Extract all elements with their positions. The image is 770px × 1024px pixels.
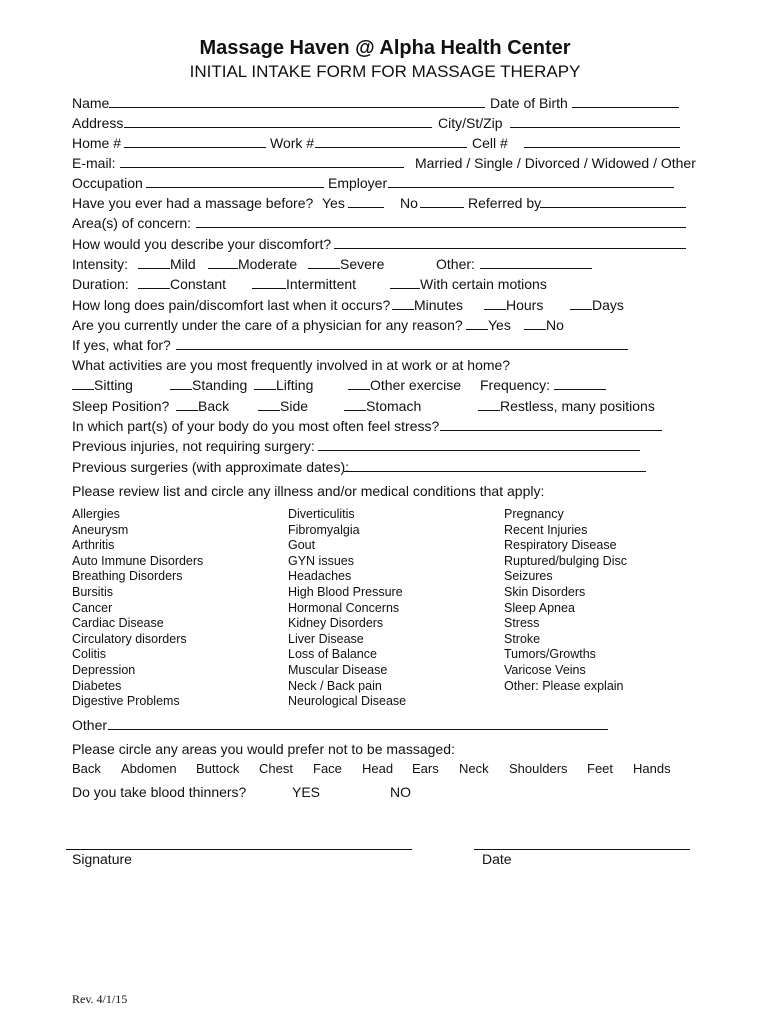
city-label: City/St/Zip	[438, 115, 503, 131]
body-area-back[interactable]: Back	[72, 761, 101, 776]
areas-concern-label: Area(s) of concern:	[72, 215, 192, 231]
condition-item[interactable]: Cardiac Disease	[72, 616, 164, 631]
minutes-field[interactable]	[392, 297, 414, 310]
intensity-other-label: Other:	[436, 256, 475, 272]
condition-item[interactable]: Loss of Balance	[288, 647, 377, 662]
body-area-ears[interactable]: Ears	[412, 761, 439, 776]
employer-label: Employer	[328, 175, 388, 191]
other-exercise-field[interactable]	[348, 377, 370, 390]
sleep-restless-field[interactable]	[478, 398, 500, 411]
moderate-label: Moderate	[238, 256, 298, 272]
condition-item[interactable]: Fibromyalgia	[288, 522, 360, 537]
sleep-restless-label: Restless, many positions	[500, 398, 655, 414]
condition-item[interactable]: Stroke	[504, 631, 541, 646]
describe-label: How would you describe your discomfort?	[72, 236, 332, 252]
physician-no-field[interactable]	[524, 317, 546, 330]
date-label: Date	[482, 851, 512, 867]
physician-no-label: No	[546, 317, 564, 333]
frequency-field[interactable]	[554, 377, 606, 390]
blood-thinners-label: Do you take blood thinners?	[72, 784, 247, 800]
condition-item[interactable]: Tumors/Growths	[504, 647, 596, 662]
other-conditions-label: Other	[72, 717, 108, 733]
address-label: Address	[72, 115, 124, 131]
work-phone-label: Work #	[270, 135, 315, 151]
home-phone-label: Home #	[72, 135, 122, 151]
sleep-side-label: Side	[280, 398, 309, 414]
cell-phone-label: Cell #	[472, 135, 508, 151]
conditions-column-3	[504, 507, 627, 694]
condition-item[interactable]: Recent Injuries	[504, 522, 588, 537]
condition-item[interactable]: Diverticulitis	[288, 507, 355, 521]
condition-item[interactable]: Hormonal Concerns	[288, 600, 400, 615]
name-field[interactable]	[109, 95, 485, 108]
standing-label: Standing	[192, 377, 248, 393]
email-label: E-mail:	[72, 155, 116, 171]
address-field[interactable]	[124, 115, 432, 128]
occupation-label: Occupation	[72, 175, 143, 191]
body-area-abdomen[interactable]: Abdomen	[121, 761, 177, 776]
condition-item[interactable]: Sleep Apnea	[504, 600, 575, 615]
condition-item[interactable]: Auto Immune Disorders	[72, 553, 204, 568]
massage-no-field[interactable]	[420, 195, 464, 208]
conditions-column-2	[288, 507, 406, 710]
describe-field[interactable]	[334, 236, 686, 249]
city-field[interactable]	[510, 115, 680, 128]
condition-item[interactable]: Colitis	[72, 647, 107, 662]
duration-label: Duration:	[72, 276, 129, 292]
signature-line[interactable]	[66, 849, 412, 850]
days-field[interactable]	[570, 297, 592, 310]
condition-item[interactable]: Neck / Back pain	[288, 678, 382, 693]
sleep-back-label: Back	[198, 398, 230, 414]
stress-label: In which part(s) of your body do you most often feel stress?	[72, 418, 440, 434]
body-area-chest[interactable]: Chest	[259, 761, 293, 776]
body-area-head[interactable]: Head	[362, 761, 394, 776]
condition-item[interactable]: Neurological Disease	[288, 694, 407, 709]
conditions-prompt: Please review list and circle any illness and/or medical conditions that apply:	[72, 483, 545, 499]
dob-field[interactable]	[572, 95, 679, 108]
intermittent-field[interactable]	[252, 276, 286, 289]
condition-item[interactable]: Ruptured/bulging Disc	[504, 553, 627, 568]
sleep-label: Sleep Position?	[72, 398, 170, 414]
areas-concern-field[interactable]	[196, 215, 686, 228]
if-yes-field[interactable]	[176, 337, 628, 350]
body-area-neck[interactable]: Neck	[459, 761, 489, 776]
blood-thinners-yes[interactable]: YES	[292, 784, 321, 800]
condition-item[interactable]: High Blood Pressure	[288, 584, 403, 599]
intensity-label: Intensity:	[72, 256, 129, 272]
activities-label: What activities are you most frequently involved in at work or at home?	[72, 357, 511, 373]
dob-label: Date of Birth	[490, 95, 568, 111]
other-exercise-label: Other exercise	[370, 377, 462, 393]
body-area-face[interactable]: Face	[313, 761, 342, 776]
days-label: Days	[592, 297, 624, 313]
massage-before-label: Have you ever had a massage before?	[72, 195, 314, 211]
condition-item[interactable]: GYN issues	[288, 553, 354, 568]
surgeries-label: Previous surgeries (with approximate dates):	[72, 459, 350, 475]
if-yes-label: If yes, what for?	[72, 337, 171, 353]
row-blood-thinners	[72, 784, 411, 848]
massage-yes-label: Yes	[322, 195, 345, 211]
signature-label: Signature	[72, 851, 132, 867]
intensity-other-field[interactable]	[480, 256, 592, 269]
condition-item[interactable]: Aneurysm	[72, 522, 129, 537]
sitting-label: Sitting	[94, 377, 133, 393]
injuries-label: Previous injuries, not requiring surgery:	[72, 438, 315, 454]
physician-label: Are you currently under the care of a physician for any reason?	[72, 317, 463, 333]
injuries-field[interactable]	[318, 438, 640, 451]
conditions-column-1	[72, 507, 203, 710]
sleep-back-field[interactable]	[176, 398, 198, 411]
intermittent-label: Intermittent	[286, 276, 357, 292]
referred-label: Referred by	[468, 195, 542, 211]
how-long-label: How long does pain/discomfort last when it occurs?	[72, 297, 391, 313]
body-area-feet[interactable]: Feet	[587, 761, 614, 776]
name-label: Name	[72, 95, 110, 111]
severe-label: Severe	[340, 256, 385, 272]
condition-item[interactable]: Diabetes	[72, 678, 122, 693]
work-phone-field[interactable]	[315, 135, 467, 148]
massage-yes-field[interactable]	[348, 195, 384, 208]
condition-item[interactable]: Muscular Disease	[288, 662, 388, 677]
email-field[interactable]	[120, 155, 404, 168]
body-area-hands[interactable]: Hands	[633, 761, 671, 776]
surgeries-field[interactable]	[344, 459, 646, 472]
date-line[interactable]	[474, 849, 690, 850]
condition-item[interactable]: Respiratory Disease	[504, 538, 617, 553]
constant-field[interactable]	[138, 276, 170, 289]
severe-field[interactable]	[308, 256, 340, 269]
occupation-field[interactable]	[146, 175, 324, 188]
mild-label: Mild	[170, 256, 196, 272]
condition-item[interactable]: Breathing Disorders	[72, 569, 183, 584]
condition-item[interactable]: Liver Disease	[288, 631, 364, 646]
condition-item[interactable]: Seizures	[504, 569, 553, 584]
sitting-field[interactable]	[72, 377, 94, 390]
constant-label: Constant	[170, 276, 227, 292]
condition-item[interactable]: Pregnancy	[504, 507, 564, 521]
condition-item[interactable]: Digestive Problems	[72, 694, 180, 709]
blood-thinners-no[interactable]: NO	[390, 784, 411, 800]
condition-item[interactable]: Circulatory disorders	[72, 631, 187, 646]
minutes-label: Minutes	[414, 297, 464, 313]
condition-item[interactable]: Other: Please explain	[504, 678, 624, 693]
condition-item[interactable]: Cancer	[72, 600, 113, 615]
condition-item[interactable]: Varicose Veins	[504, 662, 586, 677]
hours-label: Hours	[506, 297, 544, 313]
lifting-label: Lifting	[276, 377, 314, 393]
condition-item[interactable]: Stress	[504, 616, 540, 631]
body-area-shoulders[interactable]: Shoulders	[509, 761, 568, 776]
referred-field[interactable]	[540, 195, 686, 208]
frequency-label: Frequency:	[480, 377, 551, 393]
body-area-buttock[interactable]: Buttock	[196, 761, 240, 776]
standing-field[interactable]	[170, 377, 192, 390]
other-conditions-field[interactable]	[108, 717, 608, 730]
sleep-stomach-label: Stomach	[366, 398, 422, 414]
condition-item[interactable]: Depression	[72, 662, 136, 677]
condition-item[interactable]: Gout	[288, 538, 316, 553]
condition-item[interactable]: Bursitis	[72, 584, 113, 599]
physician-yes-field[interactable]	[466, 317, 488, 330]
marital-status-options[interactable]: Married / Single / Divorced / Widowed / Other	[415, 155, 696, 171]
condition-item[interactable]: Skin Disorders	[504, 584, 586, 599]
areas-prompt: Please circle any areas you would prefer not to be massaged:	[72, 741, 455, 757]
motions-label: With certain motions	[420, 276, 547, 292]
form-title: Massage Haven @ Alpha Health Center	[199, 37, 571, 59]
sleep-side-field[interactable]	[258, 398, 280, 411]
condition-item[interactable]: Headaches	[288, 569, 352, 584]
hours-field[interactable]	[484, 297, 506, 310]
motions-field[interactable]	[390, 276, 420, 289]
employer-field[interactable]	[388, 175, 674, 188]
cell-phone-field[interactable]	[524, 135, 680, 148]
physician-yes-label: Yes	[488, 317, 511, 333]
mild-field[interactable]	[138, 256, 170, 269]
stress-field[interactable]	[440, 418, 662, 431]
condition-item[interactable]: Kidney Disorders	[288, 616, 384, 631]
condition-item[interactable]: Allergies	[72, 507, 120, 521]
home-phone-field[interactable]	[124, 135, 266, 148]
lifting-field[interactable]	[254, 377, 276, 390]
moderate-field[interactable]	[208, 256, 238, 269]
condition-item[interactable]: Arthritis	[72, 538, 115, 553]
massage-no-label: No	[400, 195, 418, 211]
sleep-stomach-field[interactable]	[344, 398, 366, 411]
revision-label: Rev. 4/1/15	[72, 992, 128, 1006]
form-subtitle: INITIAL INTAKE FORM FOR MASSAGE THERAPY	[189, 62, 581, 81]
